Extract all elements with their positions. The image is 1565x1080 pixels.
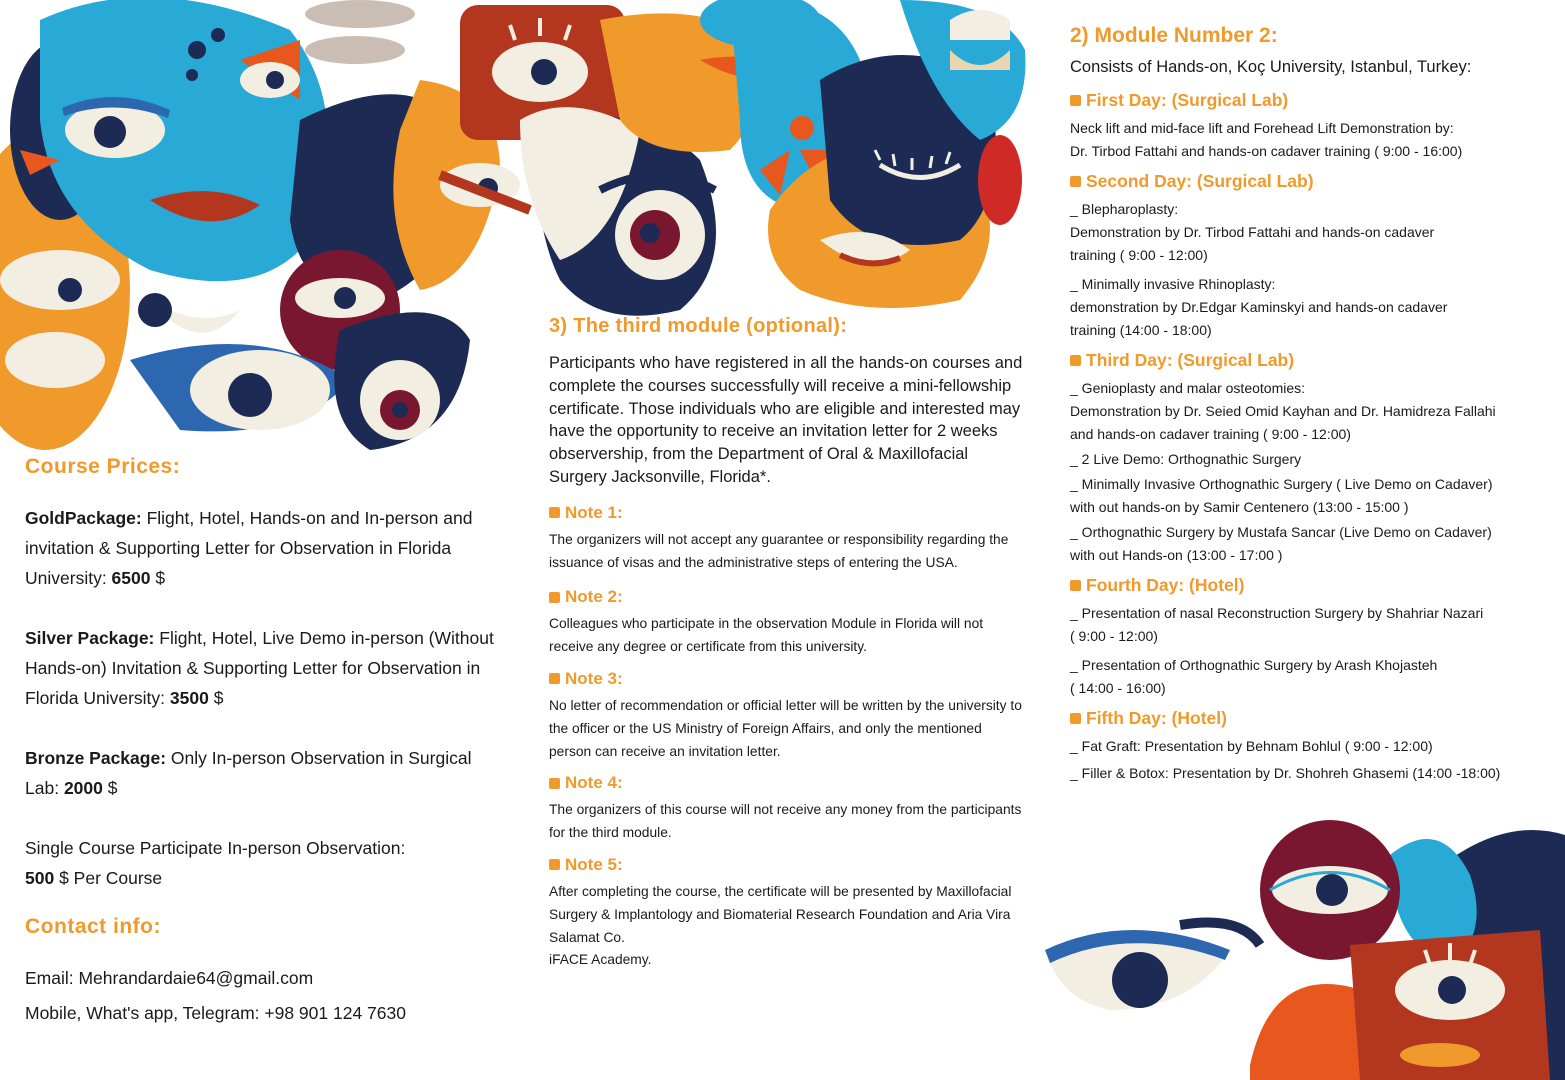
day-2 xyxy=(1070,171,1555,342)
day-4-line: ( 14:00 - 16:00) xyxy=(1070,680,1166,696)
bronze-package-price: 2000 xyxy=(63,778,103,798)
day-2-line: training (14:00 - 18:00) xyxy=(1070,322,1212,338)
bullet-square-icon xyxy=(1070,355,1081,366)
note-5 xyxy=(549,855,1024,972)
bullet-square-icon xyxy=(1070,176,1081,187)
silver-package-label: Silver Package: xyxy=(25,628,155,648)
note-1-title: Note 1: xyxy=(565,502,623,522)
silver-package-currency: $ xyxy=(208,688,224,708)
day-2-line: Demonstration by Dr. Tirbod Fattahi and hands-on cadaver xyxy=(1070,224,1435,240)
day-3-line: and hands-on cadaver training ( 9:00 - 12:00) xyxy=(1070,426,1351,442)
note-3-text: No letter of recommendation or official letter will be written by the university to the officer or the US Ministry of Foreign Affairs, and only the mentioned person can receive an invitation letter. xyxy=(549,697,1022,759)
module2-column xyxy=(1070,24,1555,785)
course-prices-heading: Course Prices: xyxy=(25,455,181,478)
day-5-line: _ Fat Graft: Presentation by Behnam Bohlul ( 9:00 - 12:00) xyxy=(1070,738,1433,754)
bronze-package-label: Bronze Package: xyxy=(25,748,167,768)
note-1 xyxy=(549,503,1024,575)
note-3 xyxy=(549,669,1024,763)
note-4-title: Note 4: xyxy=(565,773,623,793)
bullet-square-icon xyxy=(1070,713,1081,724)
note-2 xyxy=(549,587,1024,659)
day-2-line: demonstration by Dr.Edgar Kaminskyi and hands-on cadaver xyxy=(1070,299,1448,315)
day-3-line: _ Minimally Invasive Orthognathic Surgery ( Live Demo on Cadaver) xyxy=(1070,476,1493,492)
gold-package-price: 6500 xyxy=(111,568,151,588)
day-4-line: ( 9:00 - 12:00) xyxy=(1070,628,1158,644)
gold-package-currency: $ xyxy=(150,568,166,588)
bullet-square-icon xyxy=(549,778,560,789)
note-3-title: Note 3: xyxy=(565,668,623,688)
silver-package-price: 3500 xyxy=(169,688,209,708)
day-2-line: _ Blepharoplasty: xyxy=(1070,201,1179,217)
note-2-text: Colleagues who participate in the observation Module in Florida will not receive any degree or certificate from this university. xyxy=(549,616,984,655)
single-course xyxy=(25,833,505,893)
day-2-line: training ( 9:00 - 12:00) xyxy=(1070,247,1208,263)
day-1-line: Neck lift and mid-face lift and Forehead Lift Demonstration by: xyxy=(1070,120,1454,136)
note-5-extra: iFACE Academy. xyxy=(549,952,652,968)
module3-heading: 3) The third module (optional): xyxy=(549,315,848,337)
module3-lead: Participants who have registered in all the hands-on courses and complete the courses successfully will receive a mini-fellowship certificate. Those individuals who are eligible and interested may have the opportunity to receive an invitation letter for 2 weeks observership, from the Department of Oral & Maxillofacial Surgery Jacksonville, Florida*. xyxy=(549,354,1023,486)
module2-heading: 2) Module Number 2: xyxy=(1070,24,1278,47)
day-3-line: Demonstration by Dr. Seied Omid Kayhan and Dr. Hamidreza Fallahi xyxy=(1070,403,1496,419)
module2-subheading: Consists of Hands-on, Koç University, Istanbul, Turkey: xyxy=(1070,58,1472,76)
day-3-line: with out hands-on by Samir Centenero (13:00 - 15:00 ) xyxy=(1070,499,1409,515)
bullet-square-icon xyxy=(549,592,560,603)
bronze-package-text: Only In-person Observation in Surgical Lab: xyxy=(25,748,472,798)
bullet-square-icon xyxy=(1070,580,1081,591)
day-5 xyxy=(1070,708,1555,785)
day-3-line: _ Genioplasty and malar osteotomies: xyxy=(1070,380,1306,396)
day-3-line: with out Hands-on (13:00 - 17:00 ) xyxy=(1070,547,1283,563)
day-3-line: _ 2 Live Demo: Orthognathic Surgery xyxy=(1070,451,1302,467)
day-3 xyxy=(1070,350,1555,567)
day-3-line: _ Orthognathic Surgery by Mustafa Sancar (Live Demo on Cadaver) xyxy=(1070,524,1492,540)
note-4-text: The organizers of this course will not receive any money from the participants for the third module. xyxy=(549,802,1022,841)
single-course-text: Single Course Participate In-person Observation: xyxy=(25,838,406,858)
day-4-title: Fourth Day: (Hotel) xyxy=(1086,575,1245,595)
note-4 xyxy=(549,773,1024,845)
module3-column xyxy=(549,315,1024,972)
silver-package-text: Flight, Hotel, Live Demo in-person (Without Hands-on) Invitation & Supporting Letter for Observation in Florida University: xyxy=(25,628,494,708)
prices-contact-column xyxy=(25,455,505,1031)
day-4-line: _ Presentation of nasal Reconstruction Surgery by Shahriar Nazari xyxy=(1070,605,1484,621)
note-5-text: After completing the course, the certificate will be presented by Maxillofacial Surgery & Implantology and Biomaterial Research Foundation and Aria Vira Salamat Co. xyxy=(549,883,1012,945)
contact-email[interactable]: Email: Mehrandardaie64@gmail.com xyxy=(25,968,314,988)
day-1-title: First Day: (Surgical Lab) xyxy=(1086,90,1289,110)
single-course-suffix: $ Per Course xyxy=(54,868,163,888)
gold-package-text: Flight, Hotel, Hands-on and In-person and invitation & Supporting Letter for Observation in Florida University: xyxy=(25,508,473,588)
day-2-title: Second Day: (Surgical Lab) xyxy=(1086,171,1314,191)
day-4-line: _ Presentation of Orthognathic Surgery by Arash Khojasteh xyxy=(1070,657,1438,673)
note-1-text: The organizers will not accept any guarantee or responsibility regarding the issuance of visas and the administrative steps of entering the USA. xyxy=(549,531,1009,570)
gold-package-label: GoldPackage: xyxy=(25,508,142,528)
single-course-price: 500 xyxy=(25,868,55,888)
bullet-square-icon xyxy=(1070,95,1081,106)
bullet-square-icon xyxy=(549,507,560,518)
bronze-package xyxy=(25,743,505,803)
contact-heading: Contact info: xyxy=(25,915,161,938)
day-1 xyxy=(1070,90,1555,163)
day-5-line: _ Filler & Botox: Presentation by Dr. Shohreh Ghasemi (14:00 -18:00) xyxy=(1070,765,1501,781)
day-4 xyxy=(1070,575,1555,700)
day-1-line: Dr. Tirbod Fattahi and hands-on cadaver training ( 9:00 - 16:00) xyxy=(1070,143,1463,159)
bullet-square-icon xyxy=(549,673,560,684)
silver-package xyxy=(25,623,505,713)
bronze-package-currency: $ xyxy=(102,778,118,798)
bullet-square-icon xyxy=(549,859,560,870)
gold-package xyxy=(25,503,505,593)
note-2-title: Note 2: xyxy=(565,587,623,607)
contact-mobile[interactable]: Mobile, What's app, Telegram: +98 901 124 7630 xyxy=(25,1003,406,1023)
day-2-line: _ Minimally invasive Rhinoplasty: xyxy=(1070,276,1276,292)
day-3-title: Third Day: (Surgical Lab) xyxy=(1086,350,1295,370)
faces-illustration-bottom xyxy=(1030,815,1565,1080)
note-5-title: Note 5: xyxy=(565,854,623,874)
day-5-title: Fifth Day: (Hotel) xyxy=(1086,708,1227,728)
